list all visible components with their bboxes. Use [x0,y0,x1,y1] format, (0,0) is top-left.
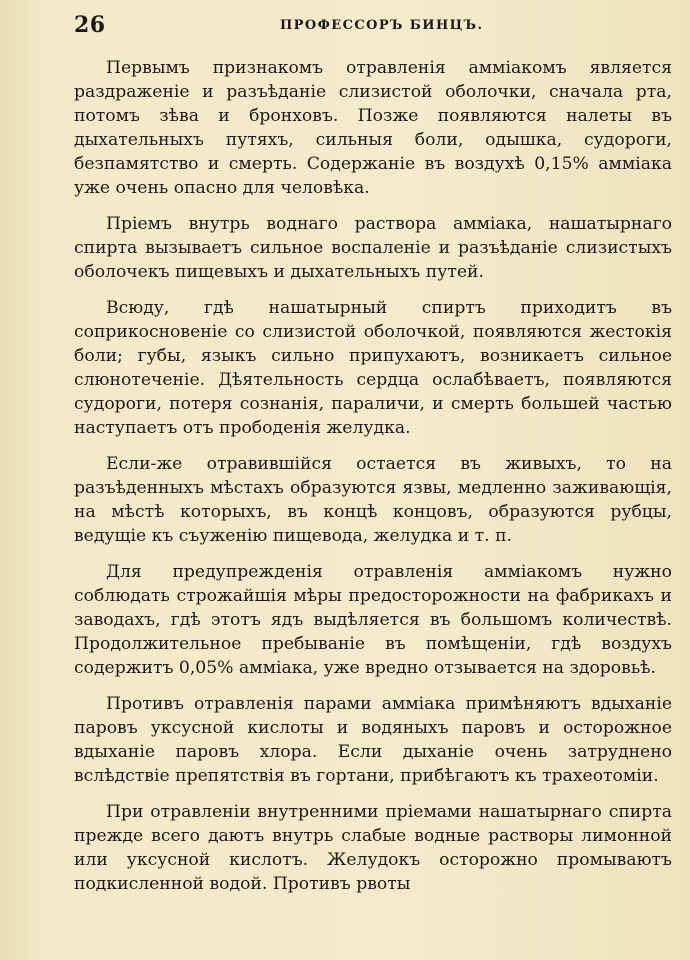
paragraph-vapor-treatment: Противъ отравленія парами амміака примѣняютъ вдыханіе паровъ уксусной кислоты и водяныхъ паровъ и осторожное вдыханіе паровъ хлора. Если дыханіе очень затруднено вслѣдствіе препятствія въ гортани, прибѣгаютъ къ трахеотоміи. [74,694,672,786]
paragraph-contact: Всюду, гдѣ нашатырный спиртъ приходитъ въ соприкосновеніе со слизистой оболочкой, появляются жестокія боли; губы, языкъ сильно припухаютъ, возникаетъ сильное слюнотеченіе. Дѣятельность сердца ослабѣваетъ, появляются судороги, потеря сознанія, параличи, и смерть большей частью наступаетъ отъ прободенія желудка. [74,298,672,438]
paragraph-ingestion: Пріемъ внутрь воднаго раствора амміака, нашатырнаго спирта вызываетъ сильное воспаленіе и разъѣданіе слизистыхъ оболочекъ пищевыхъ и дыхательныхъ путей. [74,214,672,282]
body-text [74,56,672,908]
page-number: 26 [74,12,106,38]
paragraph-prevention: Для предупрежденія отравленія амміакомъ нужно соблюдать строжайшія мѣры предосторожности на фабрикахъ и заводахъ, гдѣ этотъ ядъ выдѣляется въ большомъ количествѣ. Продолжительное пребываніе въ помѣщеніи, гдѣ воздухъ содержитъ 0,05% амміака, уже вредно отзывается на здоровьѣ. [74,562,672,678]
paragraph-internal-treatment: При отравленіи внутренними пріемами нашатырнаго спирта прежде всего даютъ внутрь слабые водные растворы лимонной или уксусной кислотъ. Желудокъ осторожно промываютъ подкисленной водой. Противъ рвоты [74,802,672,894]
paragraph-survival: Если-же отравившійся остается въ живыхъ, то на разъѣденныхъ мѣстахъ образуются язвы, медленно заживающія, на мѣстѣ которыхъ, въ концѣ концовъ, образуются рубцы, ведущіе къ съуженію пищевода, желудка и т. п. [74,454,672,546]
running-title: ПРОФЕССОРЪ БИНЦЪ. [280,18,484,33]
running-head [74,12,670,38]
paragraph-symptoms: Первымъ признакомъ отравленія амміакомъ является раздраженіе и разъѣданіе слизистой оболочки, сначала рта, потомъ зѣва и бронховъ. Позже появляются налеты въ дыхательныхъ путяхъ, сильныя боли, одышка, судороги, безпамятство и смерть. Содержаніе въ воздухѣ 0,15% амміака уже очень опасно для человѣка. [74,58,672,198]
